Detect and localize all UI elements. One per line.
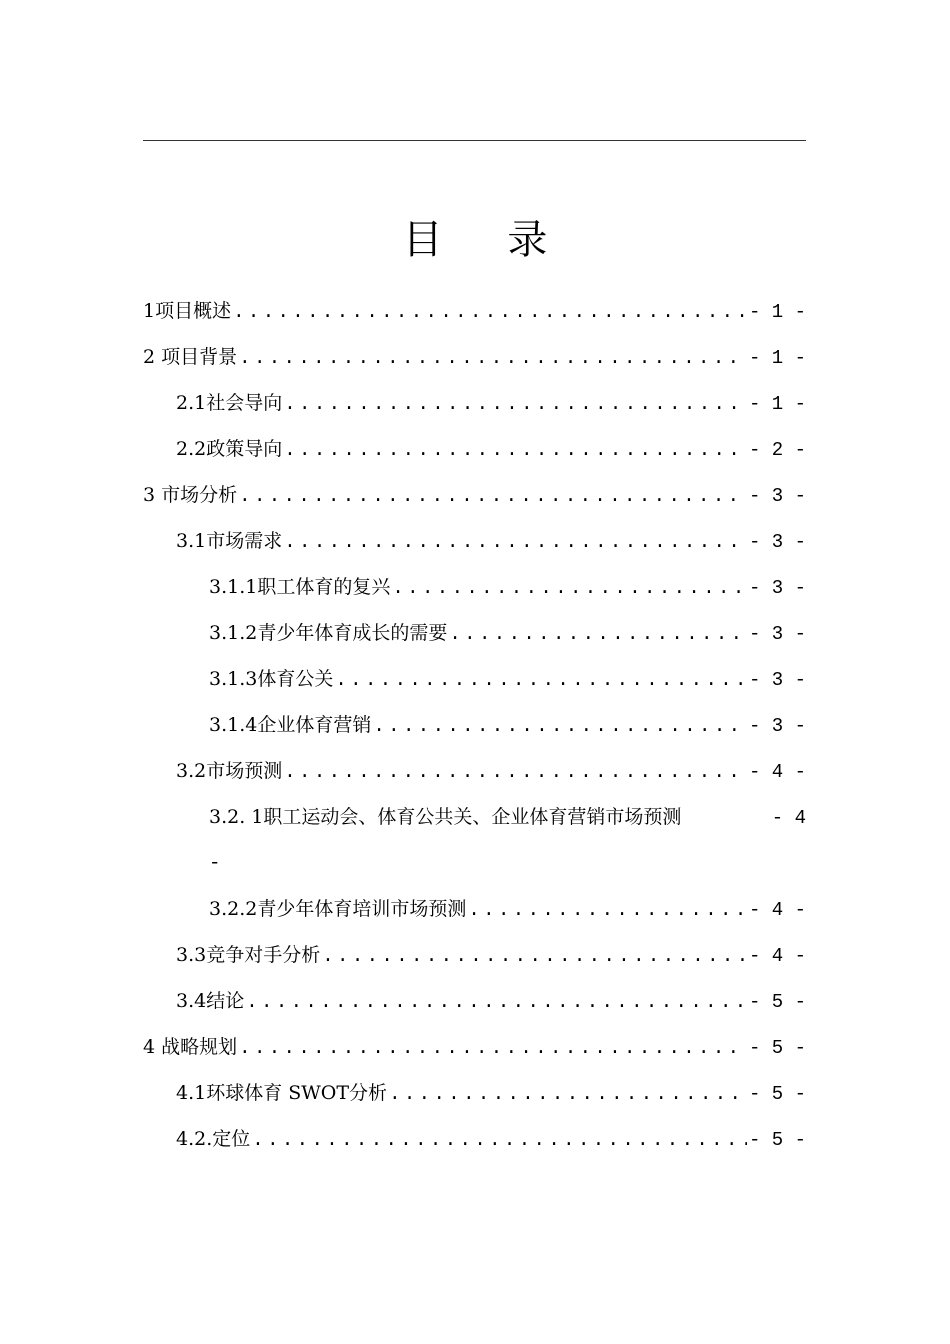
dot-leader <box>449 619 747 649</box>
dot-leader <box>284 527 747 557</box>
dot-leader <box>284 757 747 787</box>
dot-leader <box>252 1125 747 1155</box>
toc-entry-label: 3.1.1职工体育的复兴 <box>209 576 391 598</box>
toc-page-number: - 5 - <box>748 1129 806 1151</box>
dot-leader <box>389 1079 747 1109</box>
toc-page-number: - 5 - <box>748 1083 806 1105</box>
toc-entry-label: 3.1.4企业体育营销 <box>209 714 372 736</box>
dot-leader <box>239 481 747 511</box>
toc-page-number: - 4 - <box>748 761 806 783</box>
toc-title: 目 录 <box>402 217 574 263</box>
toc-entry-label: 3.1.2青少年体育成长的需要 <box>209 622 448 644</box>
toc-page-number: - 3 - <box>748 715 806 737</box>
toc-entry-first-line <box>209 802 806 848</box>
toc-entry-label: 3.1.3体育公关 <box>209 668 334 690</box>
toc-entry-label: 3.4结论 <box>176 990 245 1012</box>
dot-leader <box>373 711 747 741</box>
toc-entry-4-2[interactable] <box>143 1124 806 1170</box>
toc-entry-4-1[interactable] <box>143 1078 806 1124</box>
toc-entry-label: 3.2.2青少年体育培训市场预测 <box>209 898 467 920</box>
dot-leader <box>239 1033 747 1063</box>
toc-entry-3-2-1[interactable] <box>143 802 806 894</box>
toc-page-number: - 5 - <box>748 991 806 1013</box>
toc-page-number: - 3 - <box>748 577 806 599</box>
toc-entry-label: 3.2市场预测 <box>176 760 283 782</box>
toc-page-number: - 3 - <box>748 623 806 645</box>
toc-page-number: - 1 - <box>748 347 806 369</box>
toc-page-number: - 4 <box>771 807 806 829</box>
toc-entry-3[interactable] <box>143 480 806 526</box>
dot-leader <box>468 895 747 925</box>
toc-entry-label: 2.1社会导向 <box>176 392 283 414</box>
dot-leader <box>233 297 747 327</box>
toc-page-number: - 2 - <box>748 439 806 461</box>
dot-leader <box>246 987 747 1017</box>
toc-entry-3-1-4[interactable] <box>143 710 806 756</box>
toc-entry-label: 3.1市场需求 <box>176 530 283 552</box>
toc-page-number: - 3 - <box>748 485 806 507</box>
toc-entry-2[interactable] <box>143 342 806 388</box>
toc-entry-3-1-2[interactable] <box>143 618 806 664</box>
toc-entry-label: 3.2. 1职工运动会、体育公共关、企业体育营销市场预测 <box>209 806 682 828</box>
toc-entry-1[interactable] <box>143 296 806 342</box>
header-rule <box>143 140 806 141</box>
toc-entry-label: 4.1环球体育 SWOT分析 <box>176 1082 388 1104</box>
toc-page-number: - 4 - <box>748 945 806 967</box>
toc-entry-3-4[interactable] <box>143 986 806 1032</box>
toc-entry-3-2-2[interactable] <box>143 894 806 940</box>
toc-entry-label: 4 战略规划 <box>143 1036 238 1058</box>
toc-page-number: - 3 - <box>748 669 806 691</box>
dot-leader <box>284 389 747 419</box>
toc-entry-3-1-1[interactable] <box>143 572 806 618</box>
toc-entry-label: 3 市场分析 <box>143 484 238 506</box>
toc-page-number: - 5 - <box>748 1037 806 1059</box>
toc-page-number-wrapped: - <box>209 852 221 874</box>
dot-leader <box>392 573 747 603</box>
toc-entry-3-2[interactable] <box>143 756 806 802</box>
toc-page-number: - 3 - <box>748 531 806 553</box>
toc-entry-label: 3.3竞争对手分析 <box>176 944 321 966</box>
toc-entry-3-3[interactable] <box>143 940 806 986</box>
toc-entry-label: 2 项目背景 <box>143 346 238 368</box>
toc-entry-3-1[interactable] <box>143 526 806 572</box>
dot-leader <box>284 435 747 465</box>
dot-leader <box>322 941 747 971</box>
dot-leader <box>239 343 747 373</box>
toc-entry-3-1-3[interactable] <box>143 664 806 710</box>
toc-entry-2-1[interactable] <box>143 388 806 434</box>
toc-entry-label: 4.2.定位 <box>176 1128 251 1150</box>
dot-leader <box>335 665 747 695</box>
toc-page-number: - 4 - <box>748 899 806 921</box>
toc-entry-2-2[interactable] <box>143 434 806 480</box>
table-of-contents <box>143 296 806 1170</box>
toc-page-number: - 1 - <box>748 393 806 415</box>
toc-entry-label: 1项目概述 <box>143 300 232 322</box>
toc-entry-4[interactable] <box>143 1032 806 1078</box>
toc-entry-label: 2.2政策导向 <box>176 438 283 460</box>
toc-page-number: - 1 - <box>748 301 806 323</box>
